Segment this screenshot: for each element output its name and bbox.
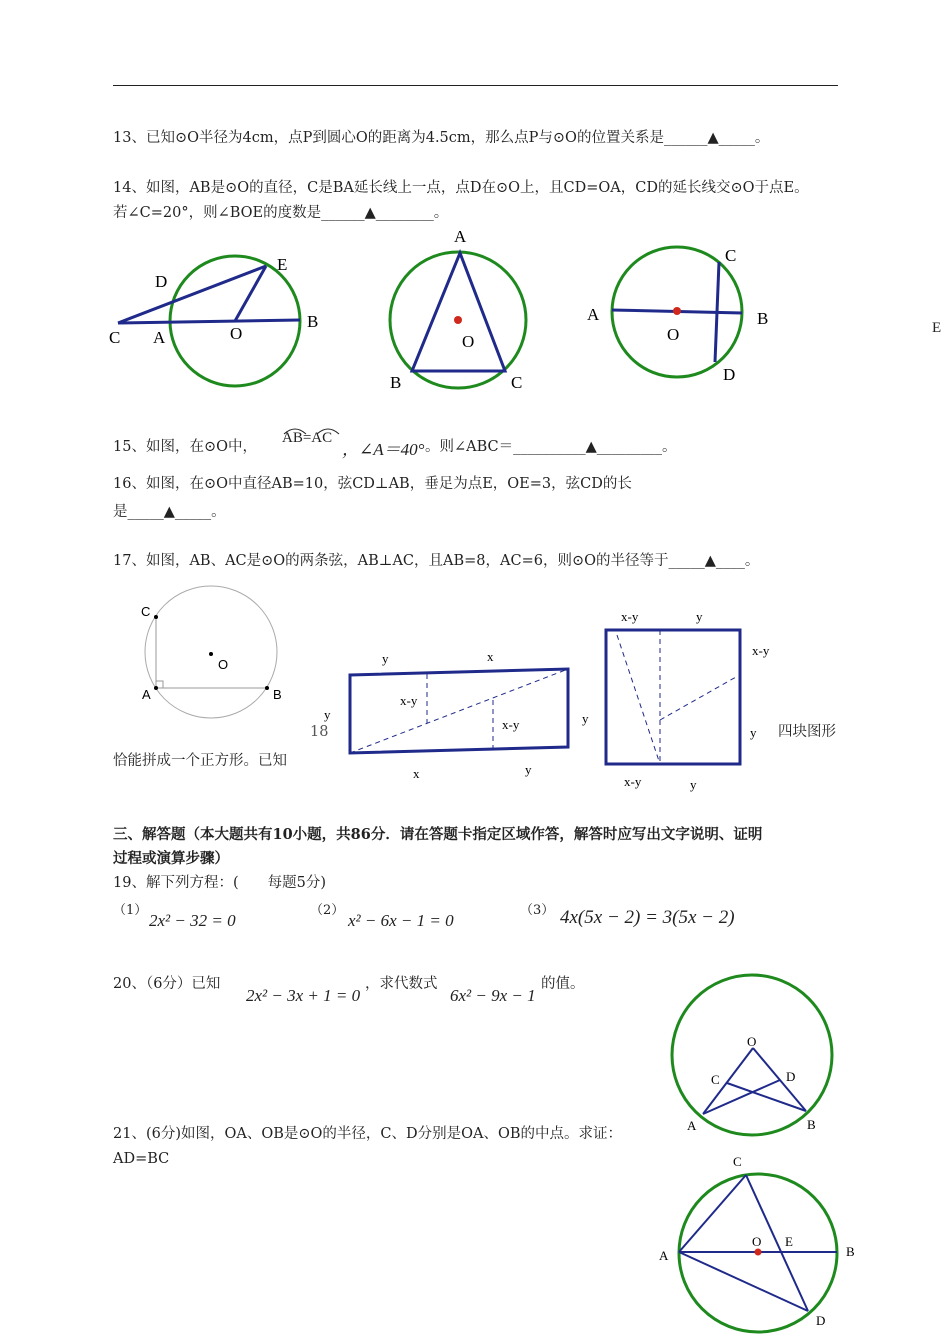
fig15-center-dot — [454, 316, 462, 324]
fig18-sq-label-bottom-y: y — [690, 777, 697, 792]
question-19-2-equation: x² − 6x − 1 = 0 — [348, 911, 454, 930]
question-18-tail: 四块图形 — [778, 724, 836, 740]
section-3-title-line2: 过程或演算步骤） — [113, 850, 229, 867]
fig14-label-a: A — [153, 328, 166, 347]
fig17-point-b — [265, 686, 269, 690]
fig21-label-o: O — [747, 1034, 757, 1049]
fig18-square-outline — [606, 630, 740, 764]
fig17-point-o — [209, 652, 213, 656]
question-14-line2: 若∠C=20°，则∠BOE的度数是______▲________。 — [113, 205, 449, 221]
fig17-label-c: C — [141, 604, 151, 619]
fig18-label-left-y: y — [324, 707, 331, 722]
question-15-suffix: 。则∠ABC＝__________▲_________。 — [425, 439, 677, 455]
fig15-label-c: C — [511, 373, 523, 392]
question-19-2-label: （2） — [310, 903, 345, 918]
fig16-label-d: D — [723, 365, 736, 384]
fig17-label-o: O — [218, 657, 229, 672]
fig18-rect-diagonal — [350, 669, 568, 753]
fig15-label-b: B — [390, 373, 402, 392]
fig22-label-o: O — [752, 1234, 762, 1249]
question-19-1-equation: 2x² − 32 = 0 — [149, 911, 236, 930]
question-18-line2: 恰能拼成一个正方形。已知 — [113, 753, 287, 769]
figure-21 — [665, 968, 845, 1138]
question-16-line1: 16、如图，在⊙O中直径AB=10，弦CD⊥AB，垂足为点E，OE=3，弦CD的长 — [113, 476, 632, 492]
fig16-chord-cd — [715, 262, 719, 362]
question-14-line1: 14、如图，AB是⊙O的直径，C是BA延长线上一点，点D在⊙O上，且CD=OA，CD的延长线交⊙O于点E。 — [113, 180, 809, 196]
question-20-expression: 6x² − 9x − 1 — [450, 986, 536, 1005]
fig18-label-bottom-y: y — [525, 762, 532, 777]
fig22-center-dot — [755, 1249, 762, 1256]
fig14-label-b: B — [307, 312, 319, 331]
fig17-label-b: B — [273, 687, 282, 702]
question-18-start: 18 — [310, 724, 329, 740]
question-19-1-label: （1） — [113, 903, 148, 918]
stray-label-e: E — [932, 320, 942, 336]
fig17-point-c — [154, 615, 158, 619]
question-15-angle: ，∠A＝40° — [342, 440, 425, 459]
question-21-line2: AD=BC — [113, 1151, 170, 1167]
fig18-label-top-y: y — [382, 651, 389, 666]
question-21-line1: 21、(6分)如图，OA、OB是⊙O的半径，C、D分别是OA、OB的中点。求证： — [113, 1126, 623, 1142]
fig16-label-c: C — [725, 246, 737, 265]
fig14-label-e: E — [277, 255, 288, 274]
fig17-point-a — [154, 686, 158, 690]
section-3-title-line1: 三、解答题（本大题共有10小题，共86分．请在答题卡指定区域作答，解答时应写出文字说明、证明 — [113, 826, 763, 843]
fig22-chord-ad — [679, 1252, 808, 1311]
fig14-label-d: D — [155, 272, 168, 291]
fig18-label-top-x: x — [487, 649, 494, 664]
fig16-label-a: A — [587, 305, 600, 324]
fig22-label-e: E — [785, 1234, 793, 1249]
fig21-circle — [672, 975, 832, 1135]
fig14-line-cb — [118, 320, 300, 323]
fig18-square-diag-right — [660, 677, 736, 720]
fig14-line-ce — [118, 266, 266, 323]
fig16-label-o: O — [667, 325, 680, 344]
figure-14 — [100, 245, 340, 395]
fig15-label-a: A — [454, 227, 467, 246]
fig22-label-a: A — [659, 1248, 669, 1263]
question-19-3-label: （3） — [520, 903, 555, 918]
question-19-3-equation: 4x(5x − 2) = 3(5x − 2) — [560, 907, 735, 928]
question-20-prefix: 20、（6分）已知 — [113, 976, 221, 992]
fig18-square-diag-left — [617, 635, 660, 764]
fig18-label-bottom-x: x — [413, 766, 420, 781]
fig22-label-c: C — [733, 1154, 742, 1169]
fig21-label-a: A — [687, 1118, 697, 1133]
question-13: 13、已知⊙O半径为4cm，点P到圆心O的距离为4.5cm，那么点P与⊙O的位置关系是______▲_____。 — [113, 130, 770, 146]
fig21-label-b: B — [807, 1117, 816, 1132]
fig18-sq-label-right-y: y — [750, 725, 757, 740]
question-20-equation: 2x² − 3x + 1 = 0 — [246, 986, 361, 1005]
fig14-label-c: C — [109, 328, 121, 347]
question-20-mid: ，求代数式 — [365, 976, 438, 992]
fig18-sq-label-top-xy: x-y — [621, 609, 639, 624]
fig21-label-c: C — [711, 1072, 720, 1087]
question-15-prefix: 15、如图，在⊙O中， — [113, 439, 257, 455]
fig18-label-inner-xy-right: x-y — [502, 717, 520, 732]
question-17: 17、如图，AB、AC是⊙O的两条弦，AB⊥AC，且AB=8，AC=6，则⊙O的半径等于_____▲____。 — [113, 553, 760, 569]
fig22-label-b: B — [846, 1244, 855, 1259]
question-15-arc-text: AB=AC — [282, 430, 333, 446]
fig18-sq-label-bottom-xy: x-y — [624, 774, 642, 789]
figure-22 — [650, 1150, 860, 1344]
fig14-line-oe — [235, 266, 266, 321]
question-19: 19、解下列方程：( 每题5分) — [113, 875, 326, 891]
question-20-suffix: 的值。 — [541, 976, 585, 992]
figure-15 — [380, 225, 550, 395]
figure-18-square — [600, 605, 780, 795]
fig14-label-o: O — [230, 324, 243, 343]
figure-17 — [135, 585, 295, 725]
fig21-label-d: D — [786, 1069, 796, 1084]
figure-18-rectangle — [320, 645, 600, 785]
fig16-center-dot — [673, 307, 681, 315]
figure-16 — [580, 240, 780, 390]
fig18-sq-label-top-y: y — [696, 609, 703, 624]
fig16-label-b: B — [757, 309, 769, 328]
question-15-arc-eq — [282, 424, 342, 456]
header-rule — [113, 85, 838, 86]
fig22-label-d: D — [816, 1313, 826, 1328]
fig18-sq-label-right-xy: x-y — [752, 643, 770, 658]
fig18-label-inner-xy-left: x-y — [400, 693, 418, 708]
fig18-label-right-y: y — [582, 711, 589, 726]
question-16-line2: 是_____▲_____。 — [113, 504, 226, 520]
fig15-label-o: O — [462, 332, 475, 351]
fig17-label-a: A — [142, 687, 151, 702]
fig15-triangle — [412, 253, 505, 371]
